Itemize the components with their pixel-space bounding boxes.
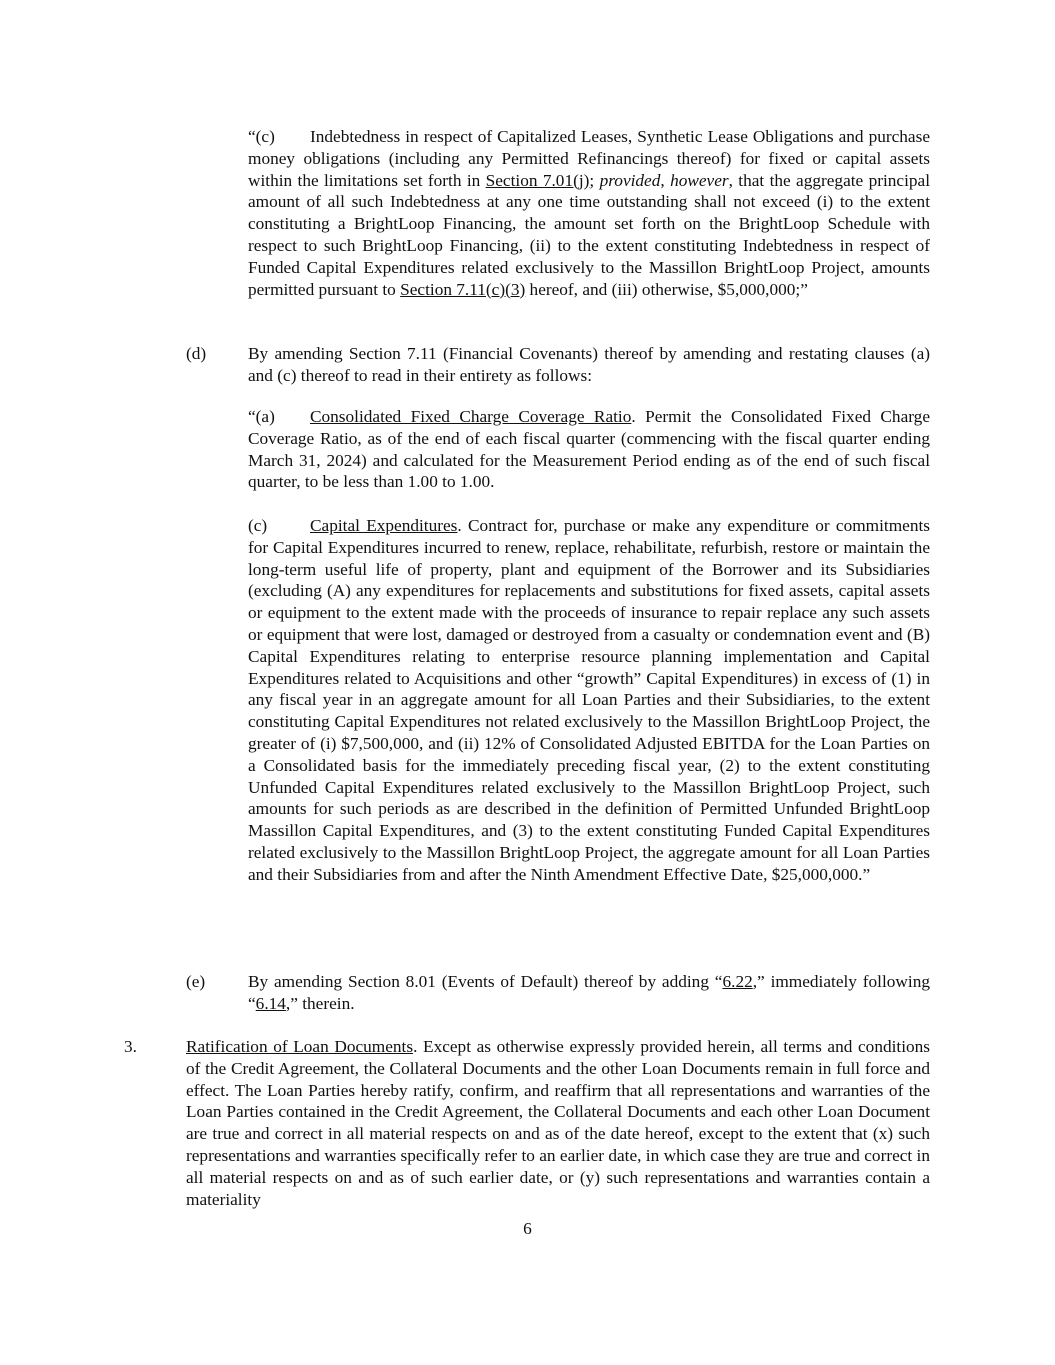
clause-c-label: “(c)	[248, 127, 275, 146]
clause-a-label: “(a)	[248, 407, 275, 426]
fccr-heading: Consolidated Fixed Charge Coverage Ratio	[310, 407, 632, 426]
clause-a-fccr: “(a) Consolidated Fixed Charge Coverage Ratio. Permit the Consolidated Fixed Charge Coverage Ratio, as of the end of each fiscal quarter (commencing with the fiscal quarter ending March 31, 2024) and calculated for the Measurement Period ending as of the end of such fiscal quarter, to be less than 1.00 to 1.00.	[248, 407, 930, 492]
section-3-text: Ratification of Loan Documents. Except as otherwise expressly provided herein, all terms and conditions of the Credit Agreement, the Collateral Documents and the other Loan Documents remain in full force and effect. The Loan Parties hereby ratify, confirm, and reaffirm that all representations and warranties of the Loan Parties contained in the Credit Agreement, the Collateral Documents and each other Loan Document are true and correct in all material respects on and as of the date hereof, except to the extent that (x) such representations and warranties specifically refer to an earlier date, in which case they are true and correct in all material respects on and as of such earlier date, or (y) such representations and warranties contain a materiality	[186, 1037, 931, 1209]
section-7-01-j-ref: Section 7.01(j)	[485, 170, 590, 190]
section-3-heading: Ratification of Loan Documents	[186, 1037, 414, 1056]
capex-heading: Capital Expenditures	[310, 516, 458, 535]
page-number: 6	[523, 1219, 532, 1238]
item-e-text: By amending Section 8.01 (Events of Default) thereof by adding “6.22,” immediately following “6.14,” therein.	[248, 972, 930, 1013]
item-e-label: (e)	[186, 972, 206, 991]
ref-6-14: 6.14	[255, 993, 286, 1013]
item-d-text: By amending Section 7.11 (Financial Covenants) thereof by amending and restating clauses (a) and (c) thereof to read in their entirety as follows:	[248, 344, 930, 385]
item-d-label: (d)	[186, 344, 207, 363]
ref-6-22: 6.22	[722, 972, 753, 991]
capex-label: (c)	[248, 516, 268, 535]
clause-c-capex: (c) Capital Expenditures. Contract for, purchase or make any expenditure or commitments for Capital Expenditures incurred to renew, replace, rehabilitate, refurbish, restore or maintain the long-term useful life of property, plant and equipment of the Borrower and its Subsidiaries (excluding (A) any expenditures for replacements and substitutions for fixed assets, capital assets or equipment to the extent made with the proceeds of insurance to repair replace any such assets or equipment that were lost, damaged or destroyed from a casualty or condemnation event and (B) Capital Expenditures relating to enterprise resource planning implementation and Capital Expenditures related to Acquisitions and other “growth” Capital Expenditures) in excess of (1) in any fiscal year in an aggregate amount for all Loan Parties and their Subsidiaries, to the extent constituting Capital Expenditures not related exclusively to the Massillon BrightLoop Project, the greater of (i) $7,500,000, and (ii) 12% of Consolidated Adjusted EBITDA for the Loan Parties on a Consolidated basis for the immediately preceding fiscal year, (2) to the extent constituting Unfunded Capital Expenditures related exclusively to the Massillon BrightLoop Project, such amounts for such periods as are described in the definition of Permitted Unfunded BrightLoop Massillon Capital Expenditures, and (3) to the extent constituting Funded Capital Expenditures related exclusively to the Massillon BrightLoop Project, the aggregate amount for all Loan Parties and their Subsidiaries from and after the Ninth Amendment Effective Date, $25,000,000.”	[248, 516, 930, 884]
section-7-11-c-3-ref: Section 7.11(c)(3)	[400, 279, 526, 299]
clause-c-indebtedness: “(c) Indebtedness in respect of Capitalized Leases, Synthetic Lease Obligations and purchase money obligations (including any Permitted Refinancings thereof) for fixed or capital assets within the limitations set forth in Section 7.01(j); provided, however, that the aggregate principal amount of all such Indebtedness at any one time outstanding shall not exceed (i) to the extent constituting a BrightLoop Financing, the amount set forth on the BrightLoop Schedule with respect to such BrightLoop Financing, (ii) to the extent constituting Indebtedness in respect of Funded Capital Expenditures related exclusively to the Massillon BrightLoop Project, amounts permitted pursuant to Section 7.11(c)(3) hereof, and (iii) otherwise, $5,000,000;”	[248, 127, 930, 299]
section-3-label: 3.	[124, 1037, 137, 1056]
